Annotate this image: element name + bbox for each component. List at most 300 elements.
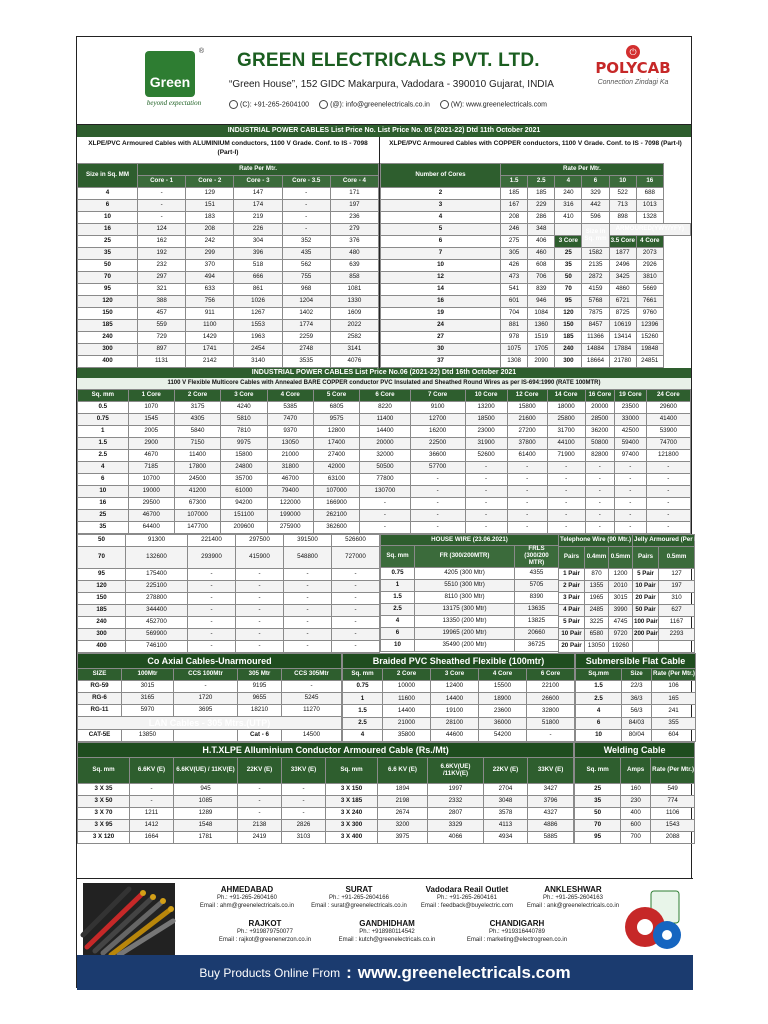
table-row (78, 426, 691, 438)
table-cell: 14884 (582, 344, 609, 356)
table-cell: 10 (78, 212, 138, 224)
table-row (381, 224, 691, 236)
table-row (78, 705, 342, 717)
table-cell: 12 (381, 272, 501, 284)
table-cell: 10 (78, 486, 129, 498)
table-cell: 21000 (267, 450, 313, 462)
welding-table (574, 742, 695, 844)
buy-online-text: Buy Products Online From (199, 965, 341, 980)
buy-online-url[interactable]: www.greenelectricals.com (357, 963, 571, 982)
table-cell: 1741 (186, 344, 234, 356)
office-ahmedabad (197, 885, 297, 910)
table-cell: 1545 (128, 414, 174, 426)
table-cell: CAT-5E (78, 730, 122, 742)
table-cell: 17400 (313, 438, 359, 450)
table-cell: - (138, 188, 186, 200)
table-cell: 2872 (582, 272, 609, 284)
table-row (576, 717, 696, 729)
table-cell: 978 (501, 332, 528, 344)
table-cell: 95 (78, 284, 138, 296)
table-cell: 297 (138, 272, 186, 284)
column-header: 4 Core (636, 236, 663, 248)
table-cell: 9575 (313, 414, 359, 426)
table-cell: 3015 (122, 681, 174, 693)
cu-size-header: Size in Sq. mm (582, 224, 609, 248)
table-cell: 50 (575, 808, 621, 820)
column-header: 6.6KV(UE) / 11KV(E) (174, 758, 238, 784)
column-header: Rate (Per Mtr.) (651, 758, 695, 784)
table-cell: 241 (652, 705, 696, 717)
table-cell: - (332, 641, 380, 653)
cables-image (83, 883, 175, 955)
table-row (559, 617, 695, 629)
table-cell: 1720 (174, 693, 238, 705)
house-col-fr: FR (300/200MTR) (415, 546, 515, 568)
table-cell: - (360, 510, 411, 522)
table-cell: 3 Pair (559, 593, 585, 605)
table-cell: RG-6 (78, 693, 122, 705)
table-cell: 391500 (284, 535, 332, 547)
table-cell: 124 (138, 224, 186, 236)
table-cell: 18000 (547, 402, 585, 414)
table-cell: 2332 (428, 796, 484, 808)
table-cell: 2.5 (576, 693, 622, 705)
table-cell: 24851 (636, 356, 663, 368)
table-cell: 56/3 (622, 705, 652, 717)
table-cell: 19848 (636, 344, 663, 356)
table-row (78, 510, 691, 522)
table-row (576, 681, 696, 693)
table-cell: 23500 (615, 402, 647, 414)
table-cell: 20000 (360, 438, 411, 450)
table-cell: 4934 (484, 832, 528, 844)
coax-table (77, 653, 342, 742)
table-cell: 3810 (636, 272, 663, 284)
table-cell: 4886 (528, 820, 574, 832)
table-cell: 9370 (267, 426, 313, 438)
green-logo (145, 48, 204, 97)
table-cell: 0.75 (78, 414, 129, 426)
al-rate-header: Rate Per Mtr. (138, 164, 379, 176)
table-cell: 5768 (582, 296, 609, 308)
table-cell: 240 (555, 344, 582, 356)
table-cell: 4076 (330, 356, 378, 368)
house-col-sq: Sq. mm (381, 546, 415, 568)
table-cell: 28100 (431, 717, 479, 729)
table-cell: 25 (575, 784, 621, 796)
table-cell: 6580 (585, 629, 609, 641)
office-phone: Ph.: +91-265-2604166 (329, 895, 389, 901)
table-cell: 6 (381, 236, 501, 248)
table-cell: - (507, 474, 547, 486)
letterhead (77, 37, 691, 125)
table-cell: 2419 (238, 832, 282, 844)
office-vadodara (417, 885, 517, 910)
al-size-header: Size in Sq. MM (78, 164, 138, 188)
table-cell: 275900 (267, 522, 313, 534)
table-cell: 435 (282, 248, 330, 260)
table-cell: 1519 (528, 332, 555, 344)
office-name: GANDHIDHAM (359, 919, 415, 928)
table-cell: 25 (78, 510, 129, 522)
table-cell: 352 (282, 236, 330, 248)
table-cell: 1075 (501, 344, 528, 356)
column-header: 16 Core (585, 390, 614, 402)
table-cell: 15800 (507, 402, 547, 414)
table-cell: 42000 (313, 462, 359, 474)
table-cell: 50 (555, 272, 582, 284)
table-cell: 293900 (188, 547, 236, 569)
table-cell: 31800 (267, 462, 313, 474)
table-cell: 945 (174, 784, 238, 796)
table-cell: 3015 (609, 593, 633, 605)
table-cell: 406 (528, 236, 555, 248)
column-header: 22KV (E) (238, 758, 282, 784)
table-cell: - (188, 605, 236, 617)
column-header: 16 (636, 176, 663, 188)
table-cell: - (284, 605, 332, 617)
table-cell: - (238, 808, 282, 820)
table-cell: 460 (528, 248, 555, 260)
table-cell: Cat - 6 (238, 730, 282, 742)
table-cell: 197 (330, 200, 378, 212)
table-cell: 27200 (507, 426, 547, 438)
column-header: CCS 305Mtr (282, 669, 342, 681)
table-cell: 200 Pair (633, 629, 659, 641)
table-cell: 4305 (174, 414, 220, 426)
table-cell: 279 (330, 224, 378, 236)
table-cell: - (188, 593, 236, 605)
table-cell: 46700 (128, 510, 174, 522)
table-cell: 4 (381, 212, 501, 224)
table-row (575, 784, 695, 796)
table-cell: 4 (78, 462, 129, 474)
table-cell: 704 (501, 308, 528, 320)
table-cell: 8220 (360, 402, 411, 414)
table-cell: 50 Pair (633, 605, 659, 617)
table-cell: 64400 (128, 522, 174, 534)
table-cell: - (547, 462, 585, 474)
table-row (381, 628, 559, 640)
lan-title-row (78, 717, 342, 730)
table-cell: 2496 (609, 260, 636, 272)
flexible-table-lower (77, 534, 380, 653)
table-cell: 5840 (174, 426, 220, 438)
table-cell: - (188, 581, 236, 593)
table-cell: - (332, 593, 380, 605)
column-header: 1.5 (501, 176, 528, 188)
table-cell: 897 (138, 344, 186, 356)
table-cell: - (615, 510, 647, 522)
table-cell: 1963 (234, 332, 282, 344)
table-cell: - (282, 681, 342, 693)
table-cell: - (238, 784, 282, 796)
table-cell: 16 (78, 224, 138, 236)
table-cell: 1 Pair (559, 569, 585, 581)
table-cell: 2.5 (381, 604, 415, 616)
table-cell: 5245 (282, 693, 342, 705)
table-cell: - (646, 522, 690, 534)
table-cell: 71900 (547, 450, 585, 462)
table-row (381, 308, 691, 320)
table-cell: 946 (528, 296, 555, 308)
table-cell: 549 (651, 784, 695, 796)
table-row (78, 535, 380, 547)
table-cell: 3975 (378, 832, 428, 844)
table-cell: 2010 (609, 581, 633, 593)
table-cell: 1582 (582, 248, 609, 260)
table-row (343, 693, 575, 705)
table-cell: 1106 (651, 808, 695, 820)
table-cell: 415900 (236, 547, 284, 569)
table-cell: 208 (501, 212, 528, 224)
table-cell: 300 (78, 344, 138, 356)
column-header: 33KV (E) (528, 758, 574, 784)
table-cell: - (236, 629, 284, 641)
copper-table (380, 163, 691, 368)
table-cell: - (410, 510, 465, 522)
table-cell: - (188, 617, 236, 629)
table-cell: - (615, 486, 647, 498)
office-surat (309, 885, 409, 910)
table-cell: 147 (234, 188, 282, 200)
table-cell: 526600 (332, 535, 380, 547)
welding-title: Welding Cable (575, 743, 695, 758)
table-cell: 400 (78, 641, 126, 653)
table-cell: 50800 (585, 438, 614, 450)
column-header: Sq. mm (78, 758, 130, 784)
web-text: (W): www.greenelectricals.com (450, 101, 547, 109)
table-cell: 3 X 120 (78, 832, 130, 844)
column-header: 305 Mtr (238, 669, 282, 681)
table-cell: 300 (78, 629, 126, 641)
table-cell: 1412 (130, 820, 174, 832)
cu-armoured-header: ARMOURED(YWY/YFY) (609, 224, 690, 236)
table-cell: 7470 (267, 414, 313, 426)
table-cell: 20 Pair (633, 593, 659, 605)
table-cell: 185 (78, 320, 138, 332)
column-header: Size (622, 669, 652, 681)
table-cell: 729 (138, 332, 186, 344)
table-cell: 2088 (651, 832, 695, 844)
table-cell: 1664 (130, 832, 174, 844)
table-row (78, 320, 379, 332)
table-cell: 50 (78, 260, 138, 272)
telephone-jelly-table (558, 534, 708, 653)
table-cell: - (332, 569, 380, 581)
table-row (78, 344, 379, 356)
table-cell: 67300 (174, 498, 220, 510)
table-cell: - (507, 522, 547, 534)
table-cell: 91300 (126, 535, 188, 547)
table-cell: 10 (381, 640, 415, 652)
table-cell: 32800 (527, 705, 575, 717)
table-row (78, 641, 380, 653)
table-cell: 774 (651, 796, 695, 808)
table-cell: 18210 (238, 705, 282, 717)
table-cell: 44100 (547, 438, 585, 450)
table-cell: - (236, 581, 284, 593)
table-cell: 11400 (174, 450, 220, 462)
table-cell: 185 (78, 605, 126, 617)
table-cell: 226 (234, 224, 282, 236)
table-cell: 2.5 (78, 450, 129, 462)
office-phone: Ph.: +91-265-2604163 (543, 895, 603, 901)
table-cell: 29500 (128, 498, 174, 510)
table-cell: - (646, 462, 690, 474)
table-cell: 132600 (126, 547, 188, 569)
table-cell: 9655 (238, 693, 282, 705)
table-cell: 480 (330, 248, 378, 260)
table-cell: 36000 (479, 717, 527, 729)
table-cell: 3141 (330, 344, 378, 356)
table-cell: 1211 (130, 808, 174, 820)
table-cell: - (174, 681, 238, 693)
table-cell: 24500 (174, 474, 220, 486)
table-cell: 473 (501, 272, 528, 284)
phone-icon (229, 100, 238, 109)
tel-col-04: 0.4mm (585, 547, 609, 569)
table-cell: 2135 (582, 260, 609, 272)
table-cell: 1429 (186, 332, 234, 344)
column-header: Rate (Per Mtr.) (652, 669, 696, 681)
column-header: 4 (555, 176, 582, 188)
table-cell: 10700 (128, 474, 174, 486)
table-cell: 559 (138, 320, 186, 332)
table-cell: 232 (138, 260, 186, 272)
table-cell: 150 (78, 308, 138, 320)
braided-title: Braided PVC Sheathed Flexible (100mtr) (343, 654, 575, 669)
table-cell: 95 (555, 296, 582, 308)
table-cell: 15500 (479, 681, 527, 693)
table-cell: 2022 (330, 320, 378, 332)
table-cell: 225100 (126, 581, 188, 593)
phone-text: (C): +91-265-2604100 (240, 101, 310, 109)
table-cell: 175400 (126, 569, 188, 581)
table-cell: 3535 (282, 356, 330, 368)
table-cell: 9195 (238, 681, 282, 693)
table-cell: 1543 (651, 820, 695, 832)
table-cell: RG-59 (78, 681, 122, 693)
table-row (78, 605, 380, 617)
table-cell: - (360, 522, 411, 534)
office-name: SURAT (345, 885, 373, 894)
table-cell: - (585, 522, 614, 534)
table-cell: - (507, 486, 547, 498)
table-cell: 22500 (410, 438, 465, 450)
table-row (575, 820, 695, 832)
office-email: Email : ahm@greenelectricals.co.in (199, 902, 295, 909)
table-cell: 3165 (122, 693, 174, 705)
table-cell: 3 X 300 (326, 820, 378, 832)
table-cell: - (332, 617, 380, 629)
table-cell: 442 (582, 200, 609, 212)
table-cell: 8110 (300 Mtr) (415, 592, 515, 604)
table-cell: - (284, 593, 332, 605)
table-cell: 1609 (330, 308, 378, 320)
table-cell: 95 (78, 569, 126, 581)
table-cell: 2.5 (343, 717, 383, 729)
registered-mark: ® (198, 48, 204, 55)
table-cell: 1026 (234, 296, 282, 308)
table-cell: - (585, 486, 614, 498)
flat-cable-title: Submersible Flat Cable (576, 654, 696, 669)
table-cell: 5385 (267, 402, 313, 414)
table-cell: 4066 (428, 832, 484, 844)
company-name: GREEN ELECTRICALS PVT. LTD. (237, 50, 540, 71)
table-cell: 355 (652, 717, 696, 729)
table-cell: 1200 (609, 569, 633, 581)
table-cell: 6 (78, 200, 138, 212)
table-cell: 1328 (636, 212, 663, 224)
table-cell: 6805 (313, 402, 359, 414)
table-cell: - (284, 581, 332, 593)
table-cell: 95 (575, 832, 621, 844)
table-cell: 1.5 (381, 592, 415, 604)
table-cell: - (236, 605, 284, 617)
table-row (78, 450, 691, 462)
table-cell: 5 (381, 224, 501, 236)
table-cell: 1.5 (78, 438, 129, 450)
braided-table (342, 653, 575, 742)
wire-roll-image (621, 887, 685, 951)
section-armoured (77, 137, 691, 368)
table-cell: 19000 (128, 486, 174, 498)
column-header: 3 Core (221, 390, 267, 402)
table-row (381, 332, 691, 344)
table-cell: 3329 (428, 820, 484, 832)
lan-title: LAN Cables - 305 Mtrs.(UTP) (78, 717, 342, 730)
table-row (78, 332, 379, 344)
table-row (381, 616, 559, 628)
table-cell: 0.5 (78, 402, 129, 414)
table-cell: 36725 (515, 640, 559, 652)
polycab-logo (583, 45, 683, 86)
table-cell: 2293 (659, 629, 695, 641)
table-cell: 4 (381, 616, 415, 628)
table-cell: 10 (381, 260, 501, 272)
table-cell: 13050 (267, 438, 313, 450)
column-header: 3 Core (555, 236, 582, 248)
table-cell: 400 (78, 356, 138, 368)
table-cell: - (332, 581, 380, 593)
table-row (381, 568, 559, 580)
table-cell: 13850 (122, 730, 174, 742)
table-cell: 107000 (313, 486, 359, 498)
table-cell: 2090 (528, 356, 555, 368)
table-row (78, 236, 379, 248)
table-cell: 278800 (126, 593, 188, 605)
table-cell: 41400 (646, 414, 690, 426)
table-cell: 4327 (528, 808, 574, 820)
table-cell: 3 X 35 (78, 784, 130, 796)
table-cell: 1 (381, 580, 415, 592)
table-cell: 3 X 240 (326, 808, 378, 820)
table-cell: 5 Pair (633, 569, 659, 581)
table-cell: 25 (555, 248, 582, 260)
table-cell: 0.75 (343, 681, 383, 693)
table-row (343, 705, 575, 717)
table-cell: 2454 (234, 344, 282, 356)
table-cell: 2005 (128, 426, 174, 438)
table-row (78, 581, 380, 593)
table-cell: 171 (330, 188, 378, 200)
table-cell: 3 X 95 (78, 820, 130, 832)
cu-cores-header: Number of Cores (381, 164, 501, 188)
house-wire-table (380, 534, 559, 652)
table-row (559, 605, 695, 617)
table-cell: 221400 (188, 535, 236, 547)
